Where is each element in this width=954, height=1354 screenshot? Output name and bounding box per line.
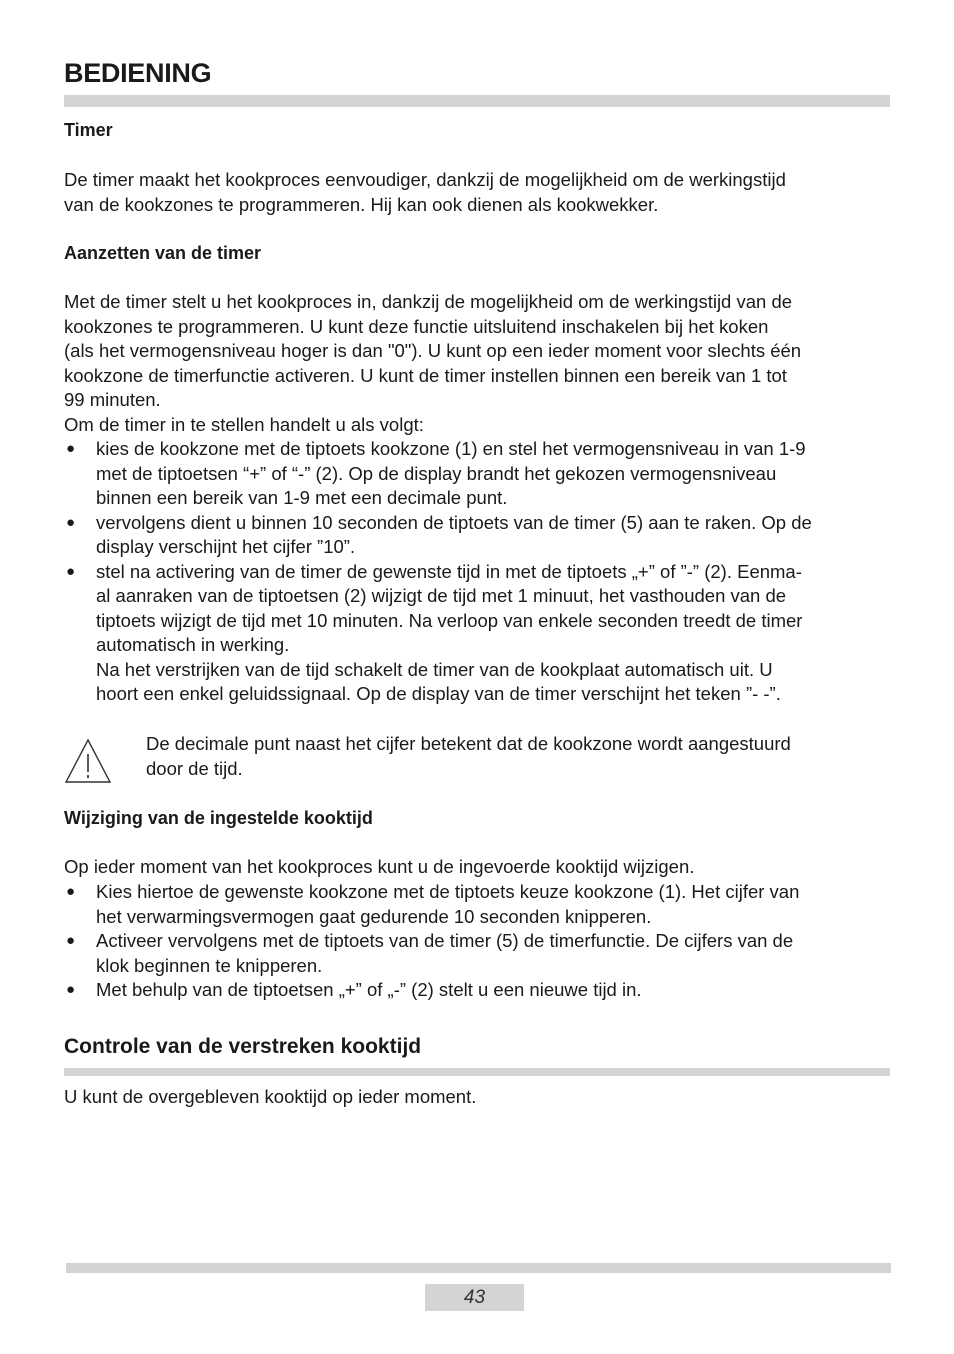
list-item: ● Met behulp van de tiptoetsen „+” of „-” (2) stelt u een nieuwe tijd in.: [64, 978, 894, 1003]
bullet-icon: ●: [66, 562, 76, 580]
wijziging-intro: Op ieder moment van het kookproces kunt u de ingevoerde kooktijd wijzigen.: [64, 856, 695, 877]
list-item: ● Activeer vervolgens met de tiptoets van de timer (5) de timerfunctie. De cijfers van de klok beginnen te knipperen.: [66, 930, 794, 976]
bullet-icon: ●: [66, 513, 76, 531]
wijziging-steps: [64, 880, 894, 1003]
aanzetten-heading: Aanzetten van de timer: [64, 243, 262, 263]
warning-note: De decimale punt naast het cijfer betekent dat de kookzone wordt aangestuurd door de tijd.: [146, 733, 791, 779]
wijziging-heading: Wijziging van de ingestelde kooktijd: [64, 808, 373, 828]
list-item: ● vervolgens dient u binnen 10 seconden de tiptoets van de timer (5) aan te raken. Op de display verschijnt het cijfer ”10”.: [66, 511, 812, 557]
list-item: ● kies de kookzone met de tiptoets kookzone (1) en stel het vermogensniveau in van 1-9 met de tiptoetsen “+” of “-” (2). Op de display brandt het gekozen vermogensniveau binnen een bereik van 1-9 met een decimale punt.: [66, 438, 806, 508]
page-title: BEDIENING: [64, 58, 212, 88]
timer-intro: De timer maakt het kookproces eenvoudiger, dankzij de mogelijkheid om de werkingstijd van de kookzones te programmeren. Hij kan ook dienen als kookwekker.: [64, 169, 786, 215]
timer-heading: Timer: [64, 120, 113, 140]
section-divider: [64, 1068, 890, 1076]
bullet-icon: ●: [66, 932, 76, 949]
list-item: ● stel na activering van de timer de gewenste tijd in met de tiptoets „+” of ”-” (2). Eenma- al aanraken van de tiptoetsen (2) wijzigt de tijd met 1 minuut, het vasthouden van de tiptoets wijzigt de tijd met 10 minuten. Na verloop van enkele seconden treedt de timer automatisch in werking. Na het verstrijken van de tijd schakelt de timer van de kookplaat automatisch uit. U hoort een enkel geluidssignaal. Op de display van de timer verschijnt het teken ”- -”.: [66, 560, 803, 704]
bullet-icon: ●: [66, 883, 76, 900]
page-number: 43: [425, 1284, 524, 1311]
list-item: ● Kies hiertoe de gewenste kookzone met de tiptoets keuze kookzone (1). Het cijfer van het verwarmingsvermogen gaat gedurende 10 seconden knipperen.: [66, 881, 800, 927]
bullet-icon: ●: [66, 440, 76, 457]
title-divider: [64, 95, 890, 107]
controle-heading: Controle van de verstreken kooktijd: [64, 1035, 422, 1058]
aanzetten-steps: [64, 437, 894, 707]
bullet-icon: ●: [66, 981, 76, 998]
warning-triangle-icon: [64, 738, 112, 784]
aanzetten-paragraph: Met de timer stelt u het kookproces in, dankzij de mogelijkheid om de werkingstijd van de kookzones te programmeren. U kunt deze functie uitsluitend inschakelen bij het koken (als het vermogensniveau hoger is dan "0"). U kunt op een ieder moment voor slechts één kookzone de timerfunctie activeren. U kunt de timer instellen binnen een bereik van 1 tot 99 minuten. Om de timer in te stellen handelt u als volgt:: [64, 291, 802, 435]
footer-divider: [66, 1263, 891, 1273]
controle-text: U kunt de overgebleven kooktijd op ieder moment.: [64, 1086, 477, 1107]
